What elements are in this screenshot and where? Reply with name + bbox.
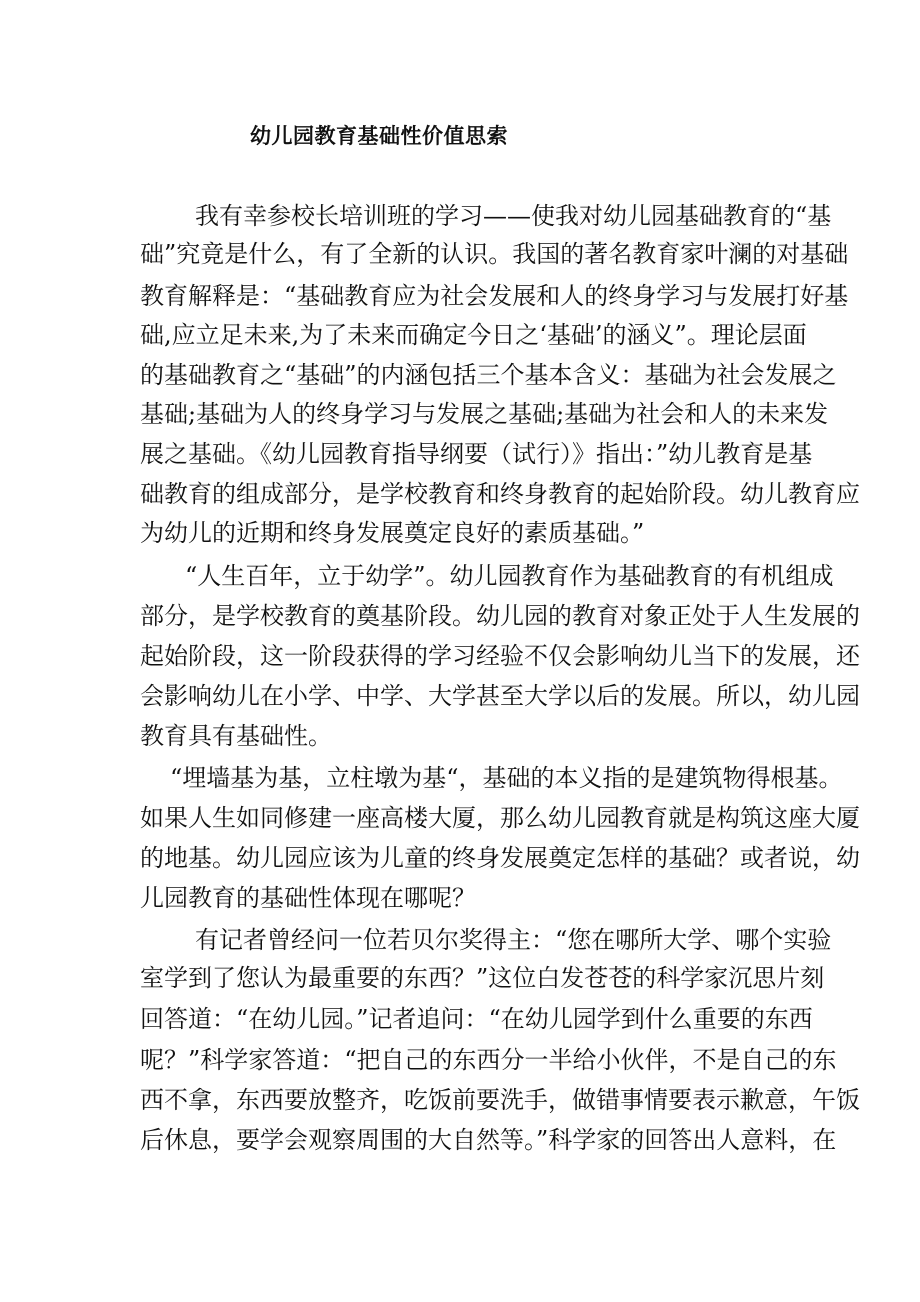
- text-line: 础”究竟是什么，有了全新的认识。我国的著名教育家叶澜的对基础: [140, 240, 849, 268]
- text-line: 室学到了您认为最重要的东西？”这位白发苍苍的科学家沉思片刻: [140, 964, 825, 992]
- text-line: “埋墙基为基，立柱墩为基“，基础的本义指的是建筑物得根基。: [170, 764, 843, 792]
- text-line: 后休息，要学会观察周围的大自然等。”科学家的回答出人意料，在: [140, 1126, 837, 1154]
- text-line: 部分，是学校教育的奠基阶段。幼儿园的教育对象正处于人生发展的: [140, 602, 860, 630]
- text-line: 础,应立足未来,为了未来而确定今日之‘基础’的涵义”。理论层面: [140, 321, 807, 349]
- text-line: 的基础教育之“基础”的内涵包括三个基本含义：基础为社会发展之: [140, 361, 837, 389]
- text-line: 回答道：“在幼儿园。”记者追问：“在幼儿园学到什么重要的东西: [140, 1005, 813, 1033]
- document-title: 幼儿园教育基础性价值思索: [250, 123, 508, 148]
- text-line: 我有幸参校长培训班的学习——使我对幼儿园基础教育的“基: [195, 202, 832, 230]
- text-line: 础教育的组成部分，是学校教育和终身教育的起始阶段。幼儿教育应: [140, 480, 860, 508]
- text-line: 的地基。幼儿园应该为儿童的终身发展奠定怎样的基础？或者说，幼: [140, 844, 860, 872]
- text-line: “人生百年，立于幼学”。幼儿园教育作为基础教育的有机组成: [185, 562, 834, 590]
- text-line: 教育具有基础性。: [140, 722, 332, 750]
- text-line: 西不拿，东西要放整齐，吃饭前要洗手，做错事情要表示歉意，午饭: [140, 1086, 860, 1114]
- text-line: 展之基础。《幼儿园教育指导纲要（试行）》指出：”幼儿教育是基: [140, 440, 813, 468]
- text-line: 教育解释是：“基础教育应为社会发展和人的终身学习与发展打好基: [140, 282, 849, 310]
- text-line: 如果人生如同修建一座高楼大厦，那么幼儿园教育就是构筑这座大厦: [140, 804, 860, 832]
- text-line: 基础;基础为人的终身学习与发展之基础;基础为社会和人的未来发: [140, 400, 829, 428]
- text-line: 为幼儿的近期和终身发展奠定良好的素质基础。”: [140, 519, 645, 547]
- text-line: 呢？”科学家答道：“把自己的东西分一半给小伙伴，不是自己的东: [140, 1046, 837, 1074]
- text-line: 儿园教育的基础性体现在哪呢？: [140, 884, 476, 912]
- text-line: 起始阶段，这一阶段获得的学习经验不仅会影响幼儿当下的发展，还: [140, 642, 860, 670]
- text-line: 有记者曾经问一位若贝尔奖得主：“您在哪所大学、哪个实验: [195, 926, 832, 954]
- text-line: 会影响幼儿在小学、中学、大学甚至大学以后的发展。所以，幼儿园: [140, 682, 860, 710]
